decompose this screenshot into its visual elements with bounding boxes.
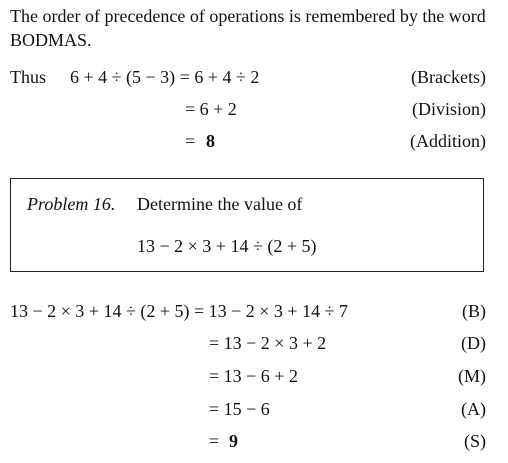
solution-note-b: (B)	[462, 301, 486, 321]
solution-line-3: = 13 − 6 + 2	[209, 366, 298, 386]
thus-label: Thus	[10, 67, 46, 87]
problem-box	[10, 178, 484, 272]
solution-line-4: = 15 − 6	[209, 399, 270, 419]
problem-expression: 13 − 2 × 3 + 14 ÷ (2 + 5)	[137, 236, 317, 256]
example-step-3-note: (Addition)	[410, 131, 486, 151]
problem-label: Problem 16.	[27, 194, 116, 214]
example-step-2-expression: = 6 + 2	[185, 99, 237, 119]
solution-line-2: = 13 − 2 × 3 + 2	[209, 333, 327, 353]
solution-result: 9	[229, 431, 238, 451]
example-step-1-expression: 6 + 4 ÷ (5 − 3) = 6 + 4 ÷ 2	[70, 67, 260, 87]
problem-prompt: Determine the value of	[137, 194, 303, 214]
solution-note-d: (D)	[461, 333, 486, 353]
solution-note-a: (A)	[461, 399, 486, 419]
solution-note-s: (S)	[464, 431, 486, 451]
solution-line-1: 13 − 2 × 3 + 14 ÷ (2 + 5) = 13 − 2 × 3 + 14 ÷ 7	[10, 301, 348, 321]
intro-line-2: BODMAS.	[10, 30, 92, 50]
example-step-3-equals: =	[185, 131, 196, 151]
example-step-1-note: (Brackets)	[411, 67, 486, 87]
example-result: 8	[206, 131, 215, 151]
solution-note-m: (M)	[458, 366, 486, 386]
example-step-2-note: (Division)	[412, 99, 486, 119]
intro-line-1: The order of precedence of operations is remembered by the word	[10, 6, 486, 26]
solution-final-equals: =	[209, 431, 220, 451]
